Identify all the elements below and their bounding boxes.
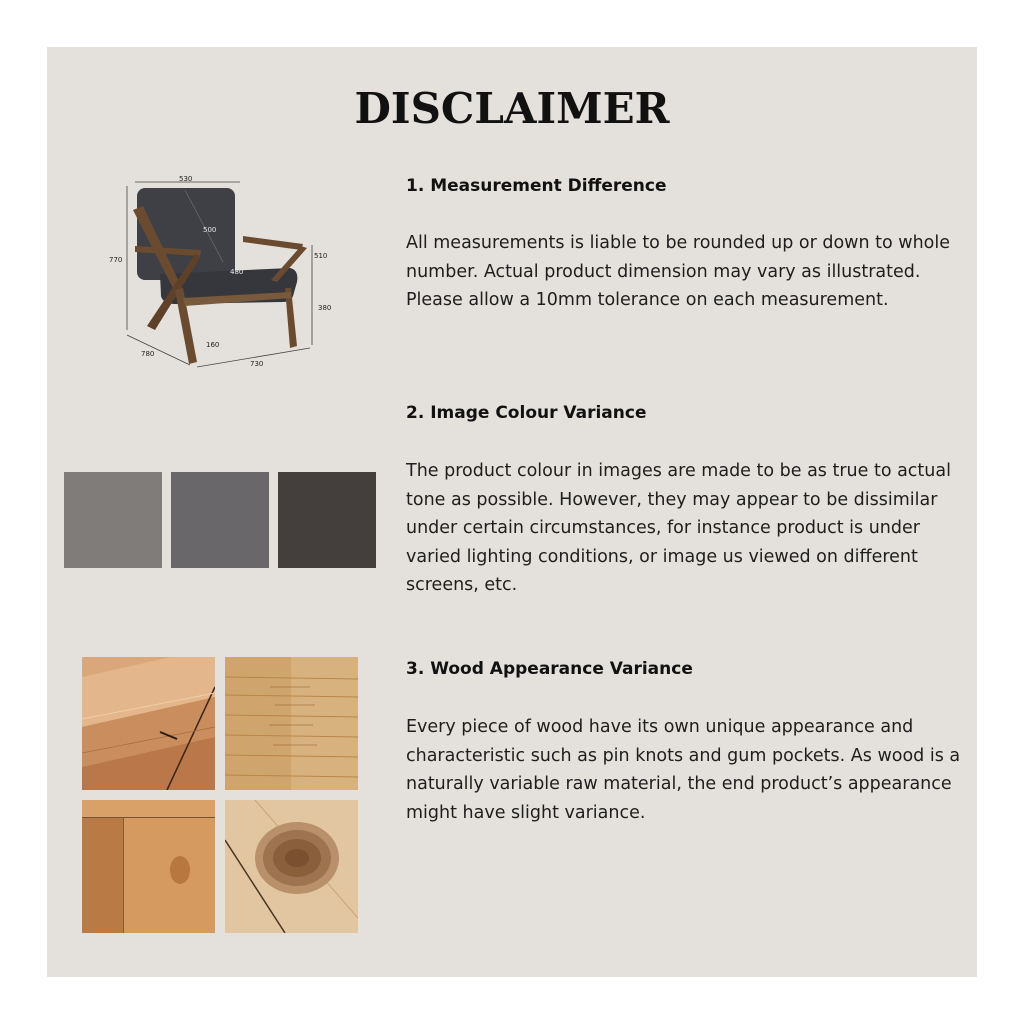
section-2-body: The product colour in images are made to be as true to actual tone as possible. However, they may appear to be dissimilar under certain circumstances, for instance product is under varied lighting conditions, or image us viewed on different screens, etc. — [406, 461, 951, 595]
dim-width: 730 — [250, 360, 264, 368]
dim-back-height: 500 — [203, 226, 217, 234]
swatch-mid-grey — [171, 472, 269, 568]
dim-arm-height: 510 — [314, 252, 328, 260]
dim-depth: 780 — [141, 350, 155, 358]
dim-leg-clearance: 160 — [206, 341, 220, 349]
section-3-body: Every piece of wood have its own unique appearance and characteristic such as pin knots and gum pockets. As wood is a naturally variable raw material, the end product’s appearance might have slight variance. — [406, 717, 961, 823]
wood-sample-knot — [225, 800, 358, 933]
dim-seat-height: 380 — [318, 304, 332, 312]
wood-sample-finger-joint — [225, 657, 358, 790]
section-1-body: All measurements is liable to be rounded up or down to whole number. Actual product dimension may vary as illustrated. Please allow a 10mm tolerance on each measurement. — [406, 233, 951, 310]
section-2-heading: 2. Image Colour Variance — [406, 403, 647, 423]
chair-dimension-illustration — [105, 170, 345, 375]
page-title: DISCLAIMER — [354, 84, 670, 133]
dim-top-width: 530 — [179, 175, 193, 183]
wood-sample-gum-pocket — [82, 657, 215, 790]
swatch-light-grey — [64, 472, 162, 568]
dim-seat-depth: 480 — [230, 268, 244, 276]
section-1-heading: 1. Measurement Difference — [406, 176, 667, 196]
dim-total-height: 770 — [109, 256, 123, 264]
section-3-heading: 3. Wood Appearance Variance — [406, 659, 693, 679]
wood-sample-panel — [82, 800, 215, 933]
swatch-dark-brown — [278, 472, 376, 568]
